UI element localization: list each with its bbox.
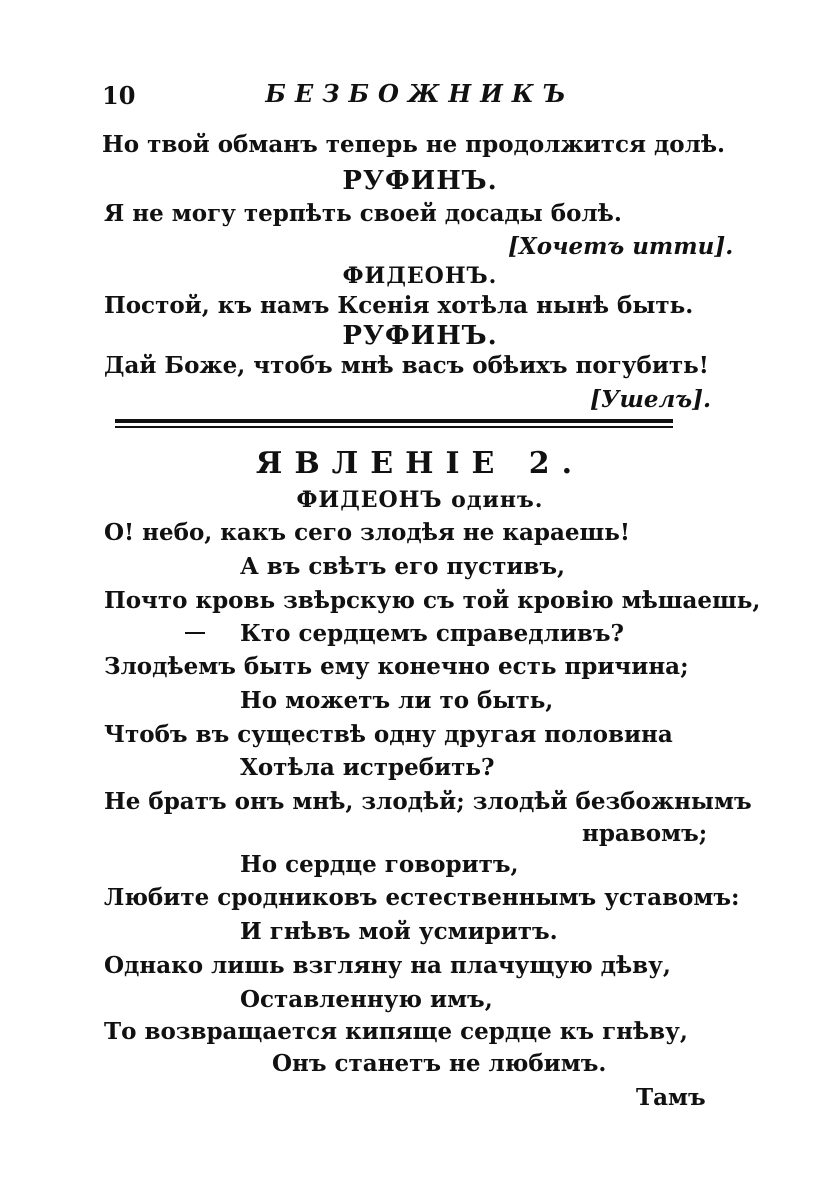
verse-line: Я не могу терпѣть своей досады болѣ. — [104, 200, 622, 227]
speaker-name: ФИДЕОНЪ. — [342, 263, 498, 289]
verse-line: Но сердце говоритъ, — [240, 851, 519, 878]
running-title: БЕЗБОЖНИКЪ — [265, 79, 575, 108]
verse-line: Дай Боже, чтобъ мнѣ васъ обѣихъ погубить! — [104, 352, 709, 379]
dash-mark — [185, 632, 205, 634]
page-number: 10 — [102, 81, 136, 110]
verse-line-continuation: нравомъ; — [582, 820, 708, 847]
speaker-name: ФИДЕОНЪ одинъ. — [296, 487, 544, 513]
verse-line: Онъ станетъ не любимъ. — [272, 1050, 607, 1077]
verse-line: Не братъ онъ мнѣ, злодѣй; злодѣй безбожнымъ — [104, 788, 752, 815]
verse-line: Любите сродниковъ естественнымъ уставомъ: — [104, 884, 740, 911]
speaker-name: РУФИНЪ. — [342, 166, 498, 196]
verse-line: Чтобъ въ существѣ одну другая половина — [104, 721, 673, 748]
verse-line: Но можетъ ли то быть, — [240, 687, 554, 714]
verse-line: О! небо, какъ сего злодѣя не караешь! — [104, 519, 630, 546]
section-rule — [115, 419, 673, 423]
verse-line: И гнѣвъ мой усмиритъ. — [240, 918, 558, 945]
verse-line: Хотѣла истребить? — [240, 754, 495, 781]
verse-line: Но твой обманъ теперь не продолжится долѣ. — [102, 131, 726, 158]
catchword: Тамъ — [636, 1084, 706, 1111]
verse-line: Однако лишь взгляну на плачущую дѣву, — [104, 952, 671, 979]
verse-line: А въ свѣтъ его пустивъ, — [240, 553, 566, 580]
speaker-name: РУФИНЪ. — [342, 321, 498, 351]
scene-heading: ЯВЛЕНІЕ 2. — [255, 446, 585, 481]
verse-line: То возвращается кипяще сердце къ гнѣву, — [104, 1018, 688, 1045]
verse-line: Постой, къ намъ Ксенія хотѣла нынѣ быть. — [104, 292, 694, 319]
stage-direction: [Хочетъ итти]. — [508, 233, 734, 260]
stage-direction: [Ушелъ]. — [590, 386, 711, 413]
verse-line: Кто сердцемъ справедливъ? — [240, 620, 624, 647]
verse-line: Злодѣемъ быть ему конечно есть причина; — [104, 653, 689, 680]
verse-line: Оставленную имъ, — [240, 986, 493, 1013]
verse-line: Почто кровь звѣрскую съ той кровію мѣшаешь, — [104, 587, 761, 614]
section-rule — [115, 426, 673, 428]
